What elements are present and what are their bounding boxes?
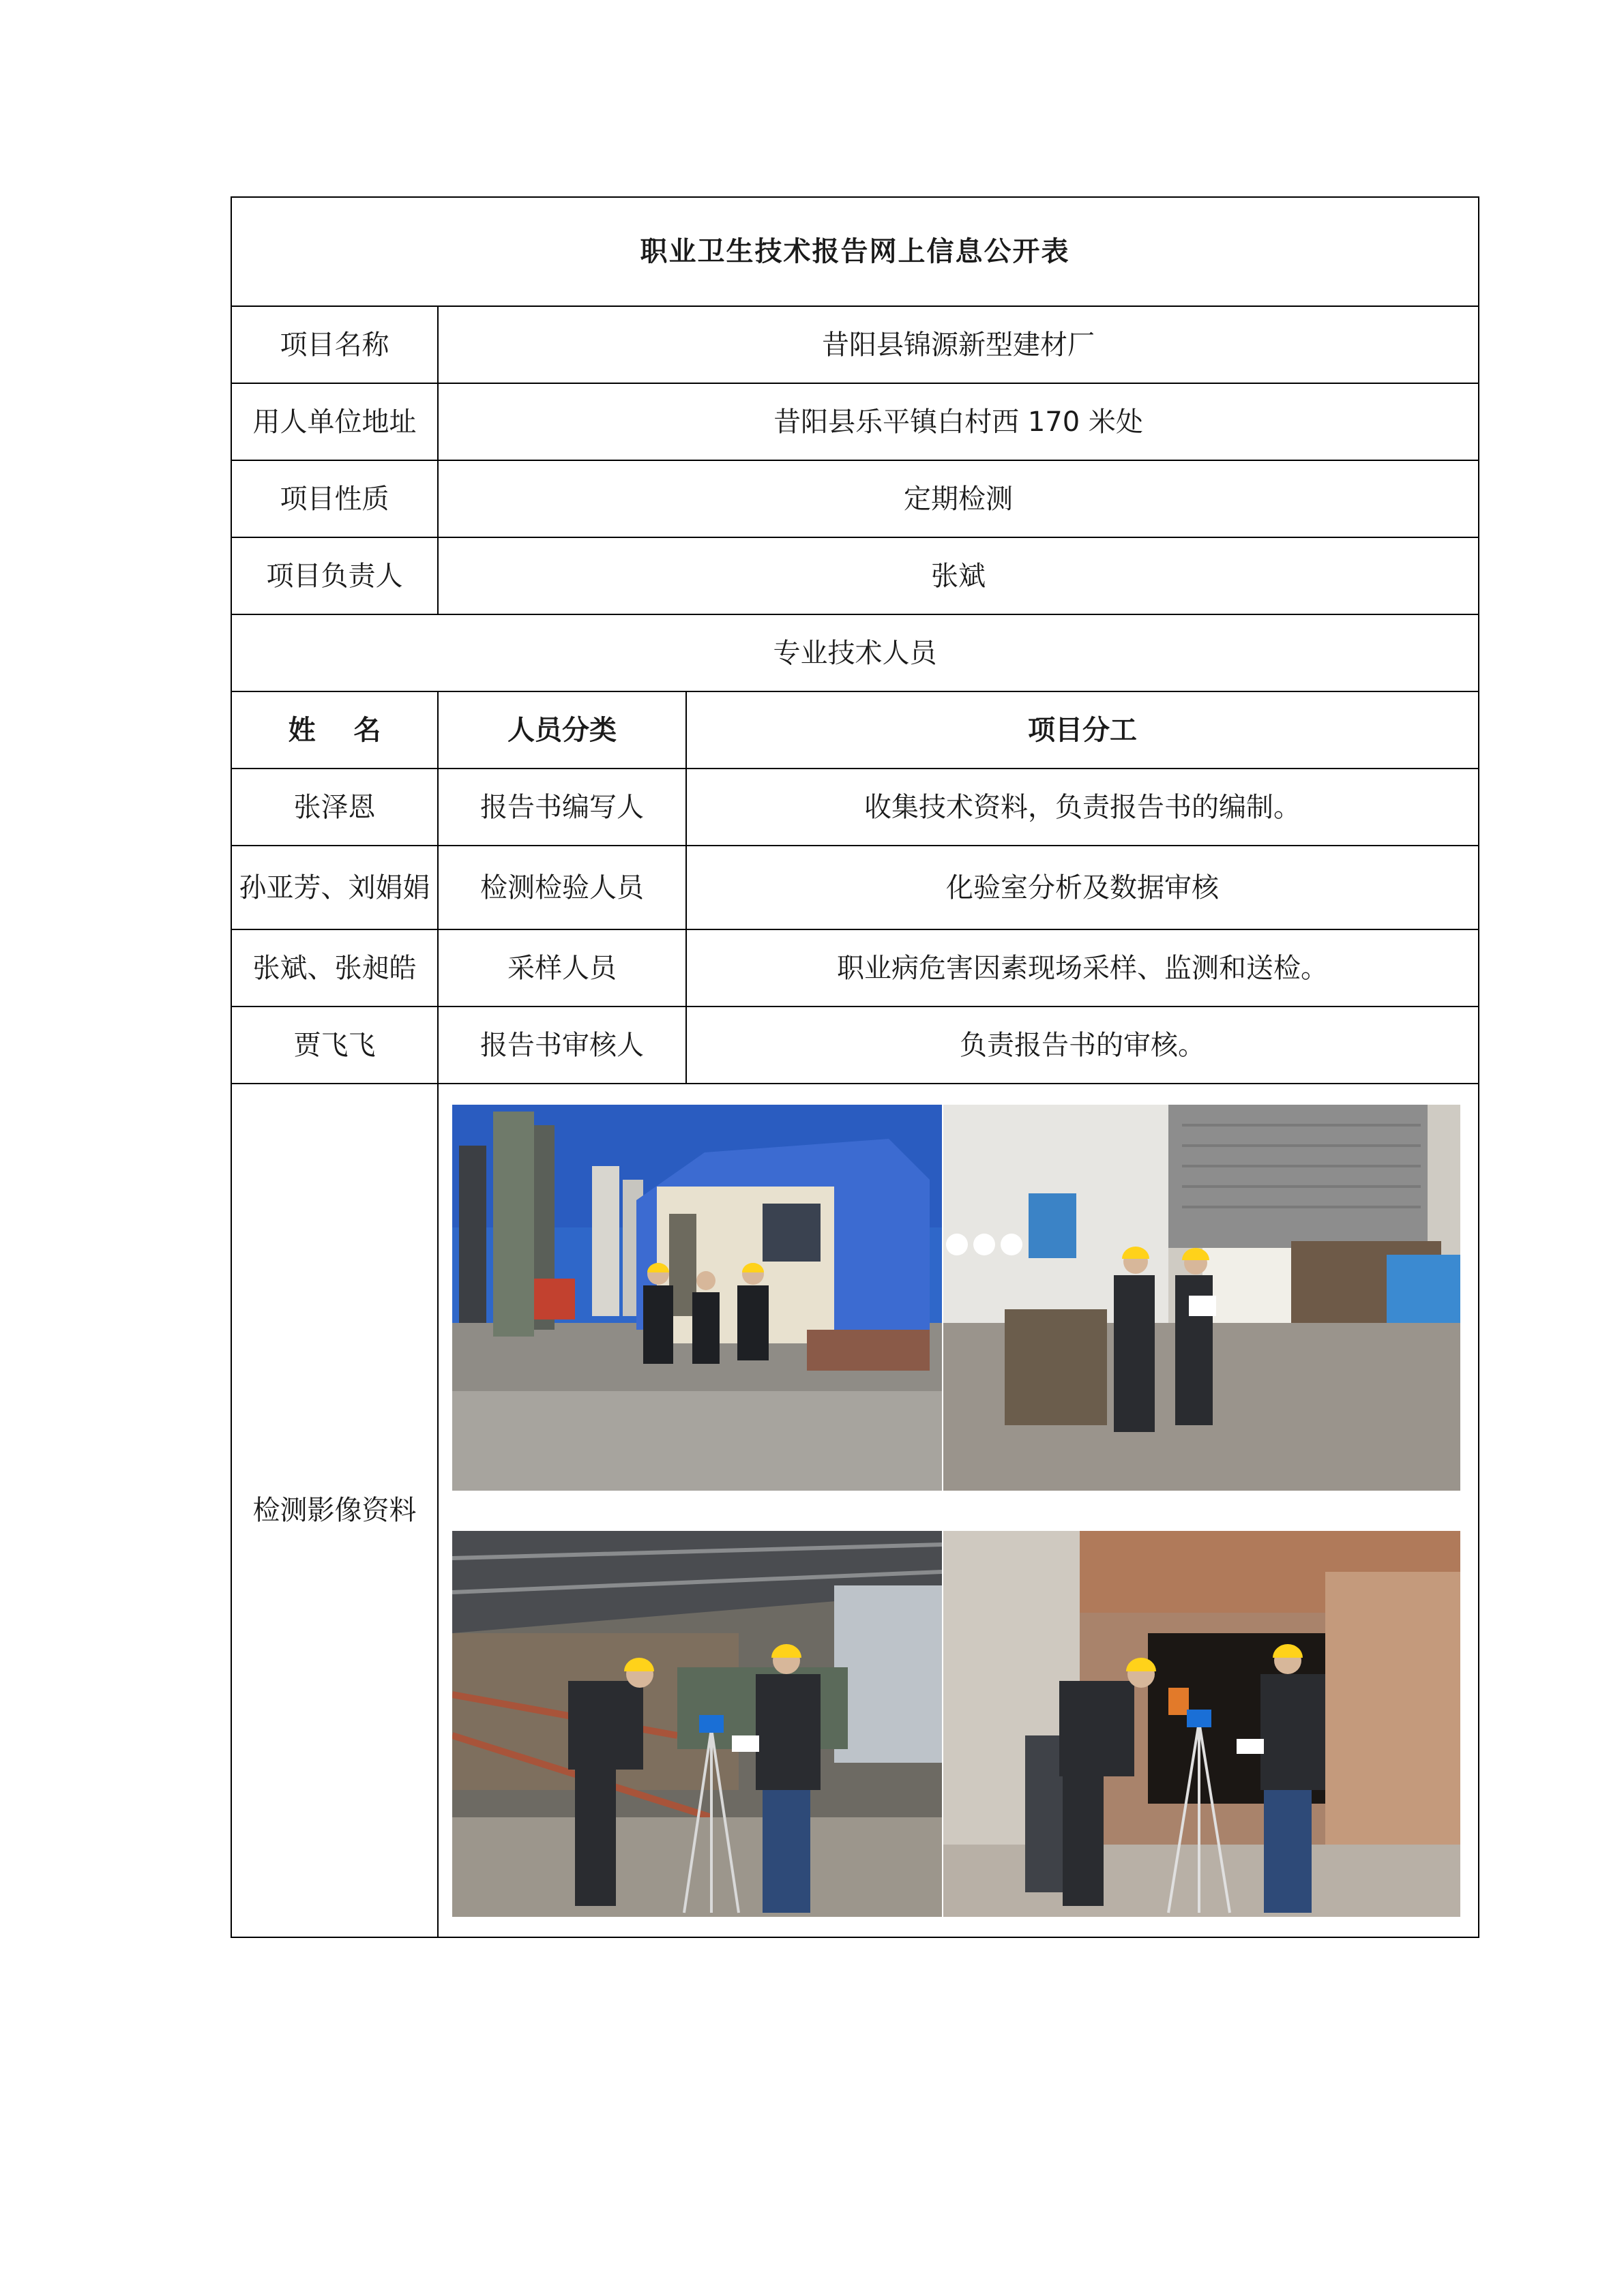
column-header: 姓 名 <box>231 691 438 769</box>
column-header: 人员分类 <box>438 691 686 769</box>
info-row <box>231 537 1479 614</box>
site-photo-exterior <box>452 1105 942 1491</box>
column-header: 项目分工 <box>686 691 1479 769</box>
staff-category: 报告书编写人 <box>438 769 686 846</box>
disclosure-table <box>231 196 1479 1938</box>
staff-category: 报告书审核人 <box>438 1007 686 1084</box>
staff-row <box>231 769 1479 846</box>
staff-duty: 职业病危害因素现场采样、监测和送检。 <box>686 929 1479 1007</box>
page-title: 职业卫生技术报告网上信息公开表 <box>231 197 1479 306</box>
staff-duty: 化验室分析及数据审核 <box>686 846 1479 929</box>
info-value: 张斌 <box>438 537 1479 614</box>
site-photo-kiln-sampling <box>943 1531 1460 1917</box>
photos-cell <box>438 1084 1479 1937</box>
staff-row <box>231 846 1479 929</box>
staff-duty: 收集技术资料，负责报告书的编制。 <box>686 769 1479 846</box>
info-row <box>231 383 1479 460</box>
staff-row <box>231 929 1479 1007</box>
site-photo-workshop-entrance <box>943 1105 1460 1491</box>
info-value: 昔阳县乐平镇白村西 170 米处 <box>438 383 1479 460</box>
staff-category: 采样人员 <box>438 929 686 1007</box>
staff-row <box>231 1007 1479 1084</box>
info-label: 项目名称 <box>231 306 438 383</box>
photo-grid <box>439 1084 1479 1937</box>
staff-duty: 负责报告书的审核。 <box>686 1007 1479 1084</box>
info-label: 用人单位地址 <box>231 383 438 460</box>
staff-name: 张泽恩 <box>231 769 438 846</box>
section-heading: 专业技术人员 <box>231 614 1479 691</box>
staff-header-row <box>231 691 1479 769</box>
photos-label: 检测影像资料 <box>231 1084 438 1937</box>
info-label: 项目负责人 <box>231 537 438 614</box>
staff-name: 孙亚芳、刘娟娟 <box>231 846 438 929</box>
site-photo-conveyor-sampling <box>452 1531 942 1917</box>
info-value: 定期检测 <box>438 460 1479 537</box>
staff-name: 张斌、张昶皓 <box>231 929 438 1007</box>
info-value: 昔阳县锦源新型建材厂 <box>438 306 1479 383</box>
staff-name: 贾飞飞 <box>231 1007 438 1084</box>
info-row <box>231 460 1479 537</box>
staff-category: 检测检验人员 <box>438 846 686 929</box>
info-label: 项目性质 <box>231 460 438 537</box>
info-row <box>231 306 1479 383</box>
